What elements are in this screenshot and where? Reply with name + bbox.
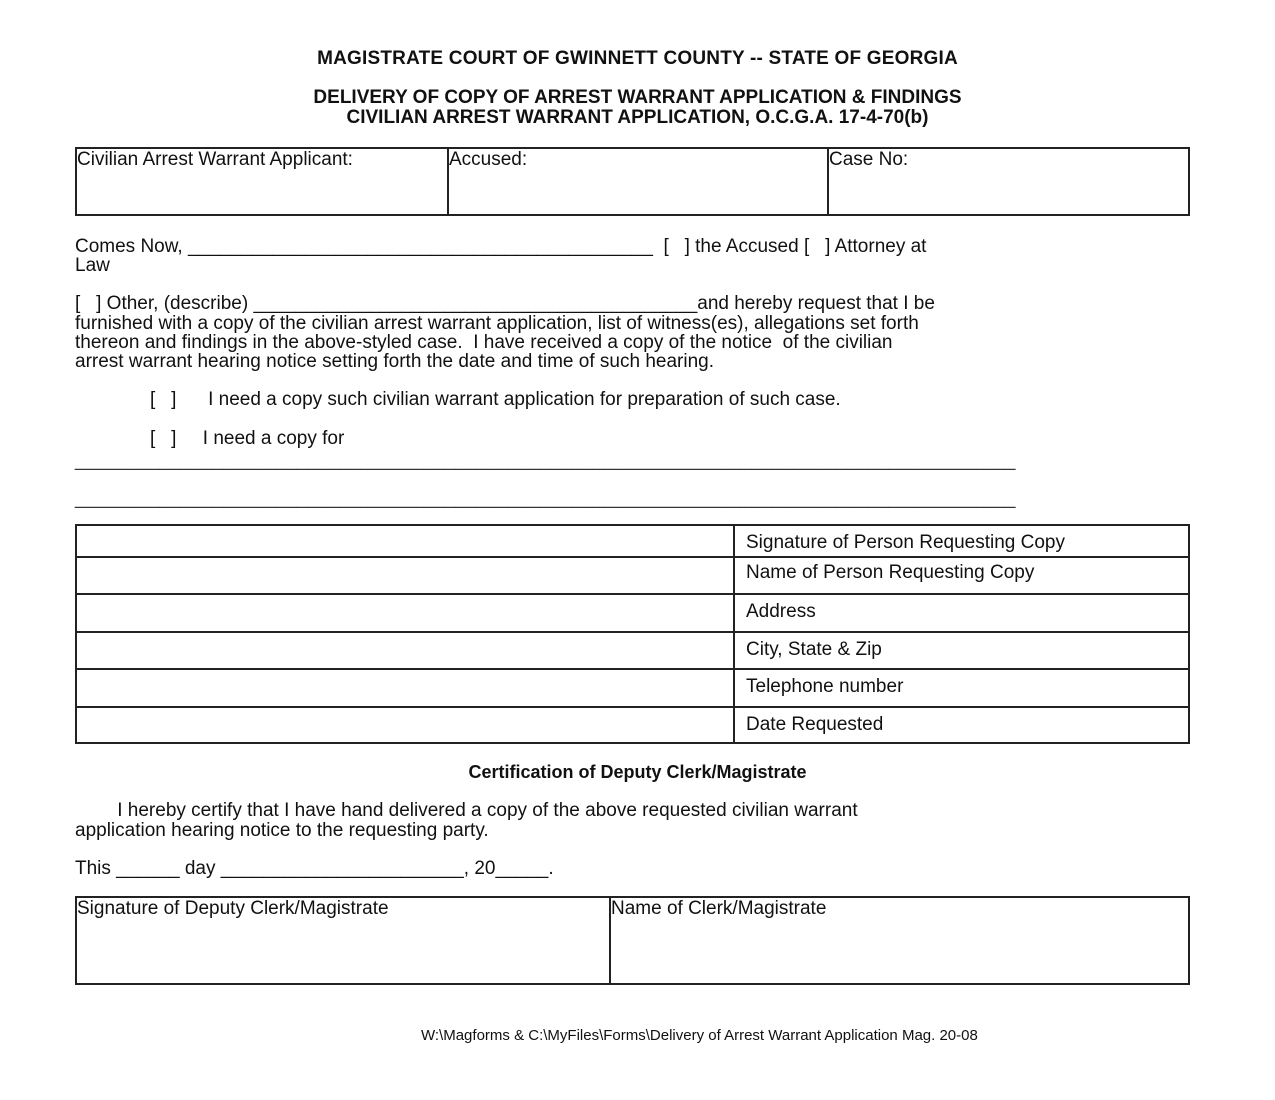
case-info-table	[75, 147, 1190, 216]
requester-row	[76, 669, 1189, 707]
requester-field-label: Name of Person Requesting Copy	[734, 557, 1189, 594]
accused-field[interactable]	[448, 148, 828, 215]
other-line-3: thereon and findings in the above-styled case. I have received a copy of the notice of the civilian	[75, 332, 893, 353]
address-input[interactable]	[76, 594, 734, 632]
certification-date-line[interactable]: This ______ day _______________________, 20_____.	[75, 858, 554, 879]
requester-field-label: Telephone number	[734, 669, 1189, 707]
document-title-line1: DELIVERY OF COPY OF ARREST WARRANT APPLICATION & FINDINGS	[313, 87, 962, 108]
comes-now-line: Comes Now, ____________________________________________ [ ] the Accused [ ] Attorney at	[75, 236, 927, 257]
blank-line-2[interactable]: _________________________________________________________________________________________	[75, 488, 1016, 509]
requester-field-label: City, State & Zip	[734, 632, 1189, 669]
requester-row	[76, 557, 1189, 594]
requester-field-label: Address	[734, 594, 1189, 632]
signature-table	[75, 896, 1190, 985]
applicant-field[interactable]	[76, 148, 448, 215]
document-title	[0, 88, 1275, 128]
option-other-checkbox[interactable]: [ ] I need a copy for	[150, 428, 345, 449]
requester-table	[75, 524, 1190, 744]
telephone-input[interactable]	[76, 669, 734, 707]
accused-label: Accused:	[449, 149, 528, 170]
deputy-signature-field[interactable]	[76, 897, 610, 984]
other-line-1: [ ] Other, (describe) __________________________________________and hereby request that I be	[75, 293, 935, 314]
city-state-zip-input[interactable]	[76, 632, 734, 669]
date-requested-input[interactable]	[76, 707, 734, 743]
document-title-line2: CIVILIAN ARREST WARRANT APPLICATION, O.C.G.A. 17-4-70(b)	[346, 107, 929, 128]
certification-text-1: I hereby certify that I have hand delivered a copy of the above requested civilian warrant	[75, 800, 858, 821]
certification-heading: Certification of Deputy Clerk/Magistrate	[468, 762, 807, 782]
certification-text-2: application hearing notice to the requesting party.	[75, 820, 489, 841]
comes-now-wrap: Law	[75, 255, 110, 276]
requester-row	[76, 632, 1189, 669]
court-title: MAGISTRATE COURT OF GWINNETT COUNTY -- STATE OF GEORGIA	[317, 48, 958, 69]
clerk-name-field[interactable]	[610, 897, 1189, 984]
case-number-label: Case No:	[829, 149, 909, 170]
requester-field-label: Date Requested	[734, 707, 1189, 743]
applicant-label: Civilian Arrest Warrant Applicant:	[77, 149, 353, 170]
clerk-name-label: Name of Clerk/Magistrate	[611, 898, 827, 919]
requester-field-label: Signature of Person Requesting Copy	[734, 525, 1189, 557]
other-line-4: arrest warrant hearing notice setting forth the date and time of such hearing.	[75, 351, 714, 372]
deputy-signature-label: Signature of Deputy Clerk/Magistrate	[77, 898, 389, 919]
footer-file-path: W:\Magforms & C:\MyFiles\Forms\Delivery of Arrest Warrant Application Mag. 20-08	[421, 1027, 978, 1044]
signature-requester-input[interactable]	[76, 525, 734, 557]
requester-row	[76, 594, 1189, 632]
name-requester-input[interactable]	[76, 557, 734, 594]
other-line-2: furnished with a copy of the civilian arrest warrant application, list of witness(es), allegations set forth	[75, 313, 919, 334]
blank-line-1[interactable]: _________________________________________________________________________________________	[75, 450, 1016, 471]
case-number-field[interactable]	[828, 148, 1189, 215]
requester-row	[76, 707, 1189, 743]
requester-row	[76, 525, 1189, 557]
option-preparation-checkbox[interactable]: [ ] I need a copy such civilian warrant application for preparation of such case.	[150, 389, 841, 410]
